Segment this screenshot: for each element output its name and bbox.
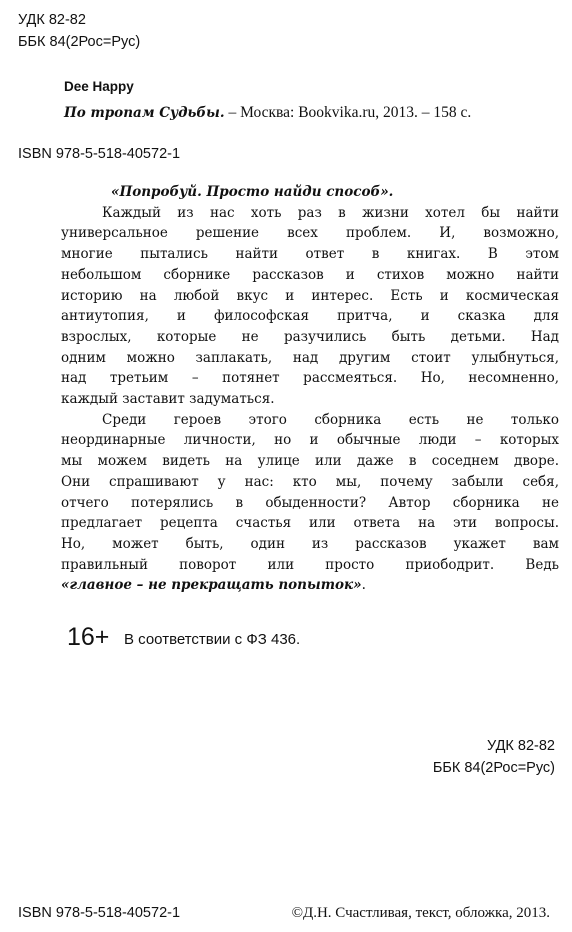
closing-period: . bbox=[361, 577, 366, 594]
isbn-top: ISBN 978-5-518-40572-1 bbox=[18, 146, 181, 162]
text-line: над третьим – потянет рассмеяться. Но, несомненно, bbox=[61, 370, 559, 387]
annotation-paragraph-2 bbox=[61, 410, 559, 596]
text-line: Они спрашивают у нас: кто мы, почему забыли себя, bbox=[61, 473, 559, 490]
text-line: многие пытались найти ответ в книгах. В этом bbox=[61, 246, 559, 263]
text-line: одним можно заплакать, над другим стоит улыбнуться, bbox=[61, 349, 559, 366]
text-line: Среди героев этого сборника есть не только bbox=[102, 411, 559, 428]
book-title: По тропам Судьбы. bbox=[64, 105, 225, 121]
text-line: небольшом сборнике рассказов и стихов можно найти bbox=[61, 266, 559, 283]
udk-code-bottom: УДК 82-82 bbox=[487, 738, 555, 754]
bbk-code-bottom: ББК 84(2Рос=Рус) bbox=[432, 760, 555, 776]
text-line: отчего потерялись в обыденности? Автор сборника не bbox=[61, 494, 559, 511]
copyright-notice: ©Д.Н. Счастливая, текст, обложка, 2013. bbox=[291, 905, 550, 921]
text-line bbox=[61, 575, 559, 596]
udk-code: УДК 82-82 bbox=[18, 12, 86, 28]
bbk-code: ББК 84(2Рос=Рус) bbox=[18, 34, 141, 50]
annotation-paragraph-1 bbox=[61, 203, 559, 410]
author-name: Dee Happy bbox=[64, 79, 134, 94]
publication-details: – Москва: Bookvika.ru, 2013. – 158 с. bbox=[224, 104, 472, 121]
text-line: каждый заставит задуматься. bbox=[61, 391, 275, 408]
text-line: неординарные личности, но и обычные люди – которых bbox=[61, 432, 559, 449]
annotation bbox=[61, 182, 559, 596]
annotation-title: «Попробуй. Просто найди способ». bbox=[111, 184, 394, 200]
text-line: антиутопия, и философская притча, и сказка для bbox=[61, 308, 559, 325]
text-line: Но, может быть, один из рассказов укажет вам bbox=[61, 535, 559, 552]
text-line: историю на любой вкус и интерес. Есть и космическая bbox=[61, 287, 559, 304]
bibliographic-entry bbox=[64, 104, 471, 122]
text-line: Каждый из нас хоть раз в жизни хотел бы найти bbox=[102, 204, 559, 221]
text-line: универсальное решение всех проблем. И, возможно, bbox=[61, 225, 559, 242]
text-line: мы можем видеть на улице или даже в соседнем дворе. bbox=[61, 453, 559, 470]
age-rating-mark: 16+ bbox=[67, 623, 110, 651]
text-line: предлагает рецепта счастья или ответа на эти вопросы. bbox=[61, 515, 559, 532]
text-line: правильный поворот или просто приободрит. Ведь bbox=[61, 556, 559, 573]
closing-emphasis: «главное – не прекращать попыток» bbox=[61, 577, 362, 594]
age-rating-text: В соответствии с ФЗ 436. bbox=[124, 631, 301, 648]
text-line: взрослых, которые не разучились быть детьми. Над bbox=[61, 328, 559, 345]
isbn-bottom: ISBN 978-5-518-40572-1 bbox=[18, 905, 181, 921]
